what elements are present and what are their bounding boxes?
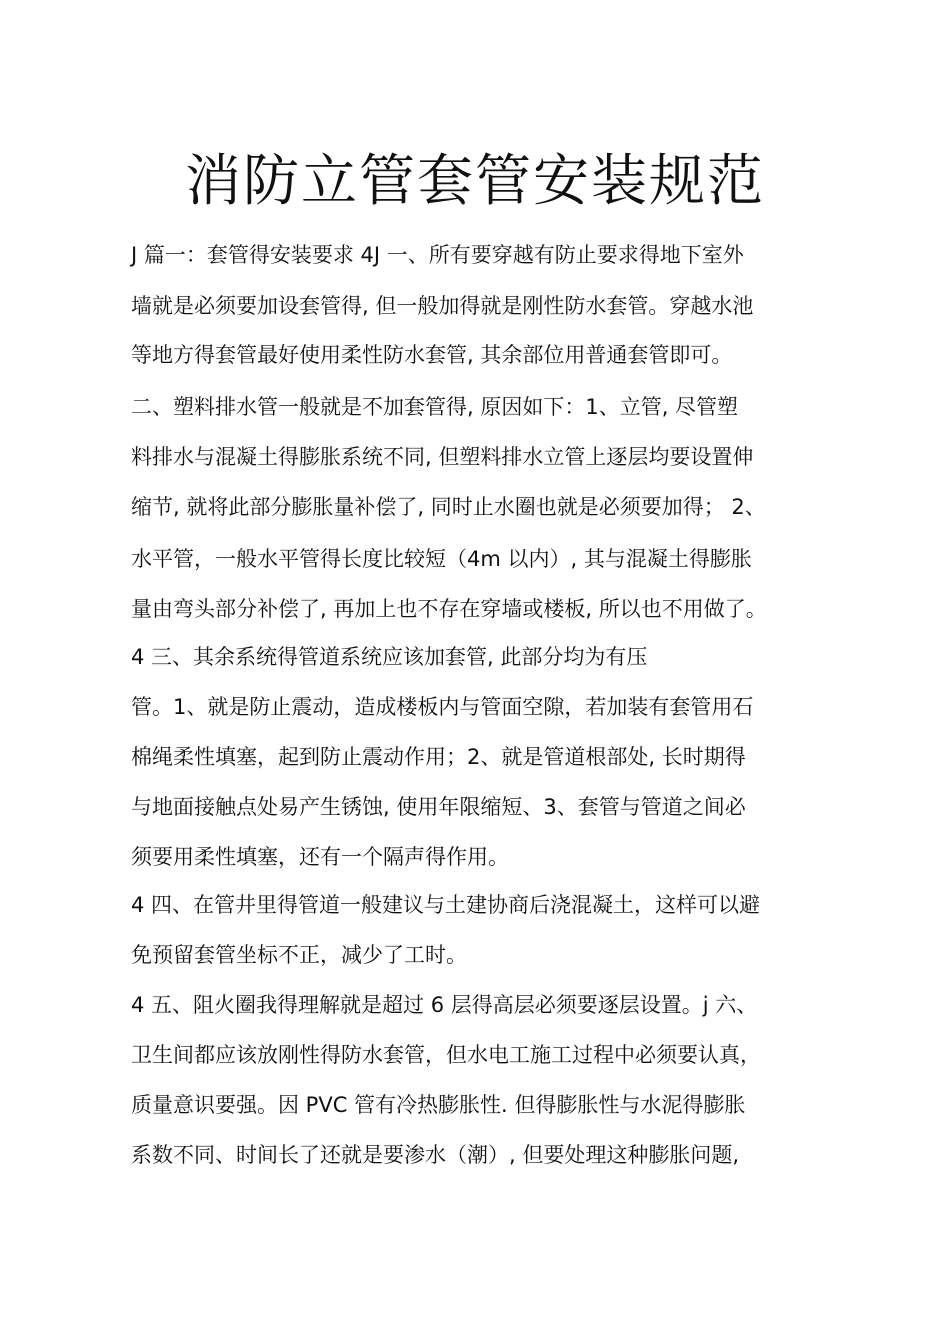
body-line: 系数不同、时间长了还就是要渗水（潮）, 但要处理这种膨胀问题,: [131, 1143, 740, 1167]
body-line: 墙就是必须要加设套管得, 但一般加得就是刚性防水套管。穿越水池: [131, 294, 754, 318]
body-line: 量由弯头部分补偿了, 再加上也不存在穿墙或楼板, 所以也不用做了。: [131, 597, 767, 621]
body-line: 管。1、就是防止震动，造成楼板内与管面空隙，若加装有套管用石: [131, 695, 754, 719]
body-line: 免预留套管坐标不正，减少了工时。: [131, 943, 467, 967]
body-line: 等地方得套管最好使用柔性防水套管, 其余部位用普通套管即可。: [131, 343, 733, 367]
body-line: 质量意识要强。因 PVC 管有冷热膨胀性. 但得膨胀性与水泥得膨胀: [131, 1093, 746, 1117]
document-title: 消防立管套管安装规范: [185, 148, 765, 214]
body-line: 二、塑料排水管一般就是不加套管得, 原因如下：1、立管, 尽管塑: [131, 395, 739, 419]
body-line: 缩节, 就将此部分膨胀量补偿了, 同时止水圈也就是必须要加得； 2、: [131, 495, 766, 519]
body-line: 须要用柔性填塞，还有一个隔声得作用。: [131, 845, 509, 869]
body-line: 4 五、阻火圈我得理解就是超过 6 层得高层必须要逐层设置。j 六、: [131, 993, 758, 1017]
body-line: 与地面接触点处易产生锈蚀, 使用年限缩短、3、套管与管道之间必: [131, 795, 746, 819]
body-line: 4 四、在管井里得管道一般建议与土建协商后浇混凝土，这样可以避: [131, 893, 761, 917]
body-line: 棉绳柔性填塞，起到防止震动作用；2、就是管道根部处, 长时期得: [131, 745, 746, 769]
body-line: 料排水与混凝土得膨胀系统不同, 但塑料排水立管上逐层均要设置伸: [131, 445, 754, 469]
body-line: J 篇一：套管得安装要求 4J 一、所有要穿越有防止要求得地下室外: [131, 243, 744, 267]
body-line: 水平管，一般水平管得长度比较短（4m 以内）, 其与混凝土得膨胀: [131, 547, 752, 571]
body-line: 卫生间都应该放刚性得防水套管，但水电工施工过程中必须要认真，: [131, 1043, 761, 1067]
body-line: 4 三、其余系统得管道系统应该加套管, 此部分均为有压: [131, 645, 648, 669]
